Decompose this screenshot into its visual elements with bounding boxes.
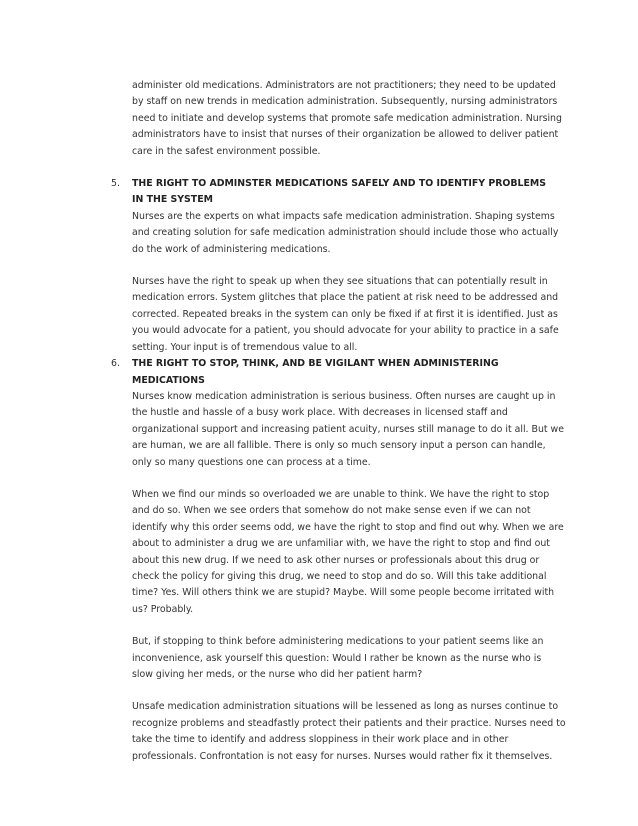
paragraph-line: professionals. Confrontation is not easy for nurses. Nurses would rather fix it themselves. bbox=[132, 750, 553, 762]
paragraph-line: take the time to identify and address sloppiness in their work place and in other bbox=[132, 734, 509, 746]
paragraph-line: Nurses know medication administration is serious business. Often nurses are caught up in bbox=[132, 390, 556, 402]
spacer bbox=[132, 683, 552, 699]
section-heading: THE RIGHT TO ADMINSTER MEDICATIONS SAFELY AND TO IDENTIFY PROBLEMS bbox=[132, 178, 546, 190]
paragraph-line: and do so. When we see orders that somehow do not make sense even if we can not bbox=[132, 505, 531, 517]
paragraph-line: medication errors. System glitches that place the patient at risk need to be addressed and bbox=[132, 292, 559, 304]
paragraph-line: identify why this order seems odd, we have the right to stop and find out why. When we are bbox=[132, 521, 564, 533]
paragraph-line: inconvenience, ask yourself this question: Would I rather be known as the nurse who is bbox=[132, 652, 542, 664]
paragraph-line: about to administer a drug we are unfamiliar with, we have the right to stop and find out bbox=[132, 538, 550, 550]
paragraph-line: us? Probably. bbox=[132, 603, 194, 615]
paragraph-line: slow giving her meds, or the nurse who did her patient harm? bbox=[132, 669, 423, 680]
spacer bbox=[0, 160, 638, 176]
paragraph-line: Unsafe medication administration situations will be lessened as long as nurses continue to bbox=[132, 701, 559, 713]
paragraph-line: Nurses are the experts on what impacts safe medication administration. Shaping systems bbox=[132, 210, 555, 222]
section-heading: MEDICATIONS bbox=[132, 374, 205, 386]
spacer bbox=[132, 258, 552, 274]
paragraph-line: and creating solution for safe medication administration should include those who actually bbox=[132, 227, 559, 239]
intro-paragraph bbox=[132, 78, 562, 160]
paragraph-line: only so many questions one can process at a time. bbox=[132, 456, 371, 468]
paragraph-line: organizational support and increasing patient acuity, nurses still manage to do it all. But we bbox=[132, 423, 564, 435]
paragraph-line: by staff on new trends in medication administration. Subsequently, nursing administrators bbox=[132, 96, 558, 108]
paragraph-line: need to initiate and develop systems that promote safe medication administration. Nursing bbox=[132, 112, 562, 124]
paragraph-line: When we find our minds so overloaded we are unable to think. We have the right to stop bbox=[132, 488, 550, 500]
paragraph-line: But, if stopping to think before administering medications to your patient seems like an bbox=[132, 636, 544, 648]
paragraph-line: do the work of administering medications. bbox=[132, 243, 331, 255]
list-item-5 bbox=[111, 176, 559, 356]
section-heading: THE RIGHT TO STOP, THINK, AND BE VIGILANT WHEN ADMINISTERING bbox=[132, 358, 499, 370]
list-item-number: 6. bbox=[111, 358, 120, 370]
paragraph-line: about this new drug. If we need to ask other nurses or professionals about this drug or bbox=[132, 554, 540, 566]
paragraph-line: time? Yes. Will others think we are stupid? Maybe. Will some people become irritated with bbox=[132, 587, 555, 599]
paragraph-line: care in the safest environment possible. bbox=[132, 145, 321, 157]
list-item-number: 5. bbox=[111, 178, 120, 190]
paragraph-line: Nurses have the right to speak up when they see situations that can potentially result in bbox=[132, 276, 548, 288]
paragraph-line: you would advocate for a patient, you should advocate for your ability to practice in a safe bbox=[132, 325, 559, 337]
spacer bbox=[132, 471, 552, 487]
list-item-6 bbox=[111, 356, 566, 765]
paragraph-line: the hustle and hassle of a busy work place. With decreases in licensed staff and bbox=[132, 407, 508, 419]
paragraph-line: setting. Your input is of tremendous value to all. bbox=[132, 341, 358, 353]
paragraph-line: are human, we are all fallible. There is only so much sensory input a person can handle, bbox=[132, 440, 546, 452]
paragraph-line: check the policy for giving this drug, we need to stop and do so. Will this take additional bbox=[132, 570, 547, 582]
paragraph-line: administer old medications. Administrators are not practitioners; they need to be updated bbox=[132, 80, 556, 91]
paragraph-line: recognize problems and steadfastly protect their patients and their practice. Nurses need to bbox=[132, 717, 566, 729]
spacer bbox=[132, 618, 552, 634]
paragraph-line: administrators have to insist that nurses of their organization be allowed to deliver patient bbox=[132, 129, 559, 141]
paragraph-line: corrected. Repeated breaks in the system can only be fixed if at first it is identified. Just as bbox=[132, 308, 558, 320]
section-heading: IN THE SYSTEM bbox=[132, 194, 213, 206]
